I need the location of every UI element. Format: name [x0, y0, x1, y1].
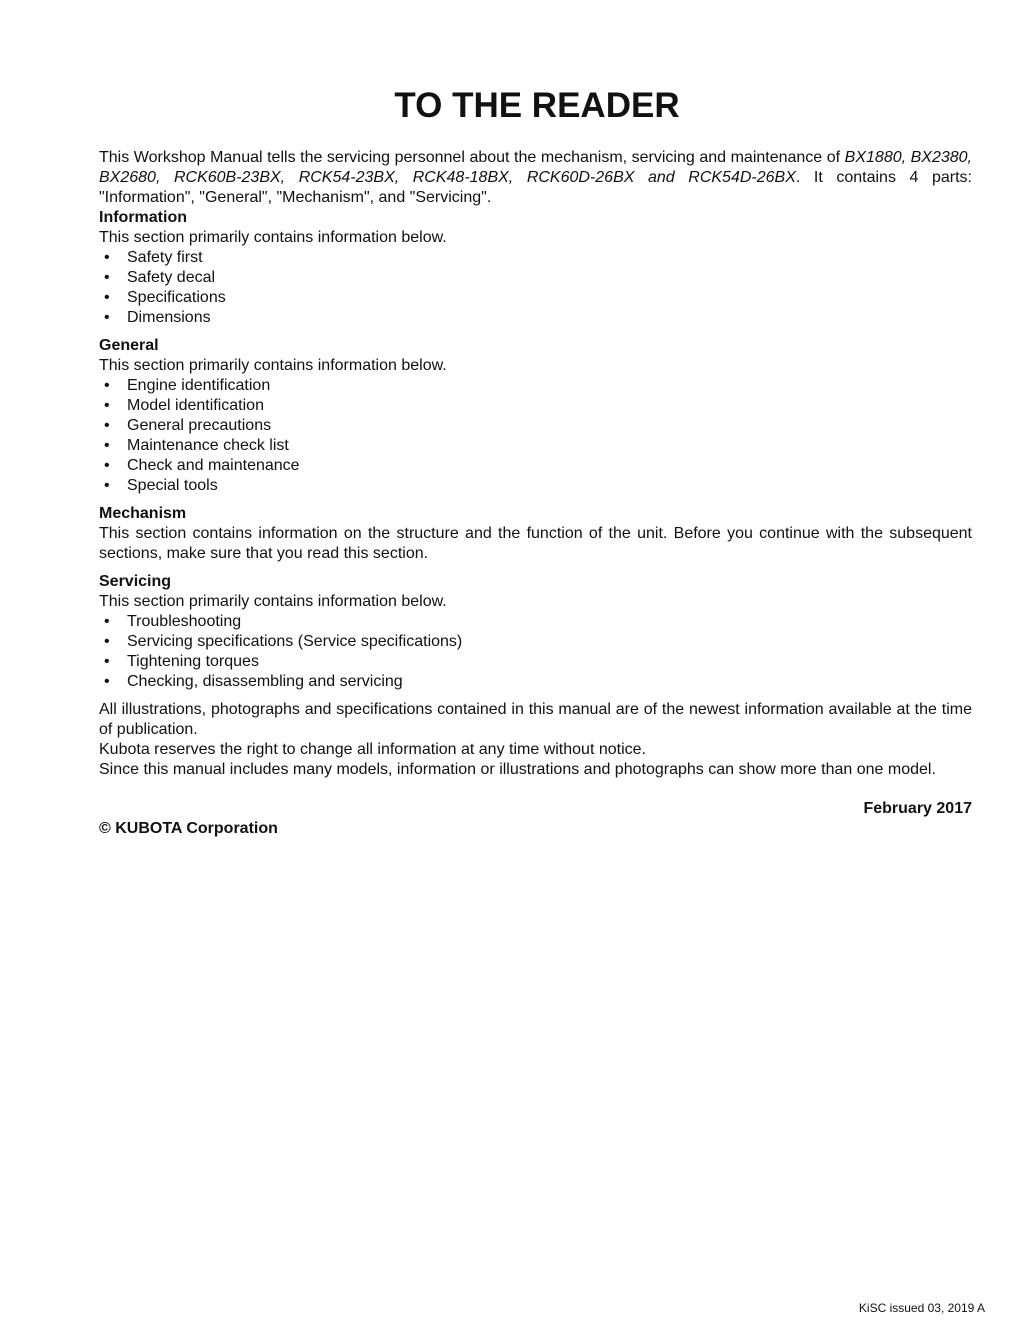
- section-mechanism: [99, 504, 972, 564]
- list-item: [99, 376, 972, 396]
- list-item: [99, 396, 972, 416]
- list-item: [99, 268, 972, 288]
- list-item: [99, 652, 972, 672]
- list-item-text: Maintenance check list: [127, 437, 289, 454]
- spacer: [99, 496, 972, 504]
- section-general: [99, 336, 972, 496]
- list-item: [99, 308, 972, 328]
- closing-paragraph: Kubota reserves the right to change all information at any time without notice.: [99, 741, 646, 758]
- copyright-notice: © KUBOTA Corporation: [99, 820, 278, 837]
- section-desc-mechanism: This section contains information on the structure and the function of the unit. Before you continue with the subsequent sections, make sure that you read this section.: [99, 525, 972, 562]
- list-item: [99, 456, 972, 476]
- list-item-text: Tightening torques: [127, 653, 259, 670]
- bullet-icon: •: [104, 613, 110, 630]
- bullet-icon: •: [104, 269, 110, 286]
- list-item: [99, 476, 972, 496]
- section-desc-servicing: This section primarily contains information below.: [99, 593, 447, 610]
- list-item-text: Checking, disassembling and servicing: [127, 673, 403, 690]
- closing-notes: [99, 700, 972, 780]
- bullet-icon: •: [104, 457, 110, 474]
- section-desc-information: This section primarily contains information below.: [99, 229, 447, 246]
- list-item-text: Safety first: [127, 249, 203, 266]
- list-item-text: Check and maintenance: [127, 457, 300, 474]
- bullet-icon: •: [104, 249, 110, 266]
- list-item: [99, 436, 972, 456]
- intro-paragraph: [99, 148, 972, 208]
- list-item-text: General precautions: [127, 417, 272, 434]
- list-item-text: Dimensions: [127, 309, 211, 326]
- section-heading-information: Information: [99, 209, 187, 226]
- document-body: [99, 148, 972, 839]
- bullet-icon: •: [104, 397, 110, 414]
- bullet-icon: •: [104, 377, 110, 394]
- bullet-list-servicing: [99, 612, 972, 692]
- list-item-text: Servicing specifications (Service specifications): [127, 633, 463, 650]
- bullet-icon: •: [104, 289, 110, 306]
- publication-date: February 2017: [863, 800, 972, 817]
- list-item-text: Specifications: [127, 289, 226, 306]
- closing-paragraph: Since this manual includes many models, information or illustrations and photographs can show more than one model.: [99, 761, 936, 778]
- list-item-text: Troubleshooting: [127, 613, 242, 630]
- list-item-text: Model identification: [127, 397, 264, 414]
- list-item: [99, 288, 972, 308]
- bullet-list-information: [99, 248, 972, 328]
- model-list: BX1880, BX2380, BX2680, RCK60B-23BX, RCK54-23BX, RCK48-18BX, RCK60D-26BX and RCK54D-26BX: [99, 149, 972, 186]
- list-item: [99, 248, 972, 268]
- bullet-icon: •: [104, 653, 110, 670]
- section-heading-mechanism: Mechanism: [99, 505, 187, 522]
- bullet-icon: •: [104, 673, 110, 690]
- list-item: [99, 612, 972, 632]
- intro-text-after: . It contains 4 parts: "Information", "General", "Mechanism", and "Servicing".: [99, 169, 973, 206]
- spacer: [99, 328, 972, 336]
- list-item-text: Special tools: [127, 477, 218, 494]
- section-heading-servicing: Servicing: [99, 573, 172, 590]
- page-title: TO THE READER: [394, 86, 680, 125]
- spacer: [99, 564, 972, 572]
- closing-paragraph: All illustrations, photographs and specifications contained in this manual are of the newest information available at the time of publication.: [99, 701, 972, 738]
- bullet-icon: •: [104, 633, 110, 650]
- list-item-text: Engine identification: [127, 377, 271, 394]
- section-information: [99, 208, 972, 328]
- section-heading-general: General: [99, 337, 159, 354]
- bullet-list-general: [99, 376, 972, 496]
- section-servicing: [99, 572, 972, 692]
- list-item: [99, 672, 972, 692]
- bullet-icon: •: [104, 417, 110, 434]
- list-item: [99, 632, 972, 652]
- list-item: [99, 416, 972, 436]
- bullet-icon: •: [104, 437, 110, 454]
- bullet-icon: •: [104, 309, 110, 326]
- intro-text-before: This Workshop Manual tells the servicing personnel about the mechanism, servicing and maintenance of: [99, 149, 845, 166]
- section-desc-general: This section primarily contains information below.: [99, 357, 447, 374]
- list-item-text: Safety decal: [127, 269, 216, 286]
- spacer: [99, 692, 972, 700]
- bullet-icon: •: [104, 477, 110, 494]
- footer-issue-code: KiSC issued 03, 2019 A: [858, 1301, 985, 1315]
